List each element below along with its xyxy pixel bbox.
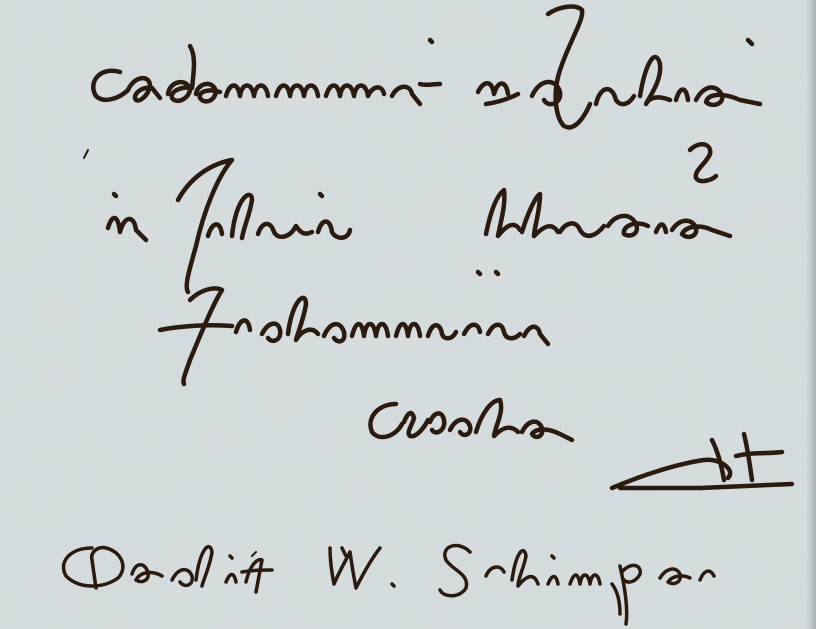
label-text-line-1 (86, 40, 458, 80)
paper-edge-shadow (806, 0, 816, 629)
label-text-line-4 (360, 395, 499, 435)
label-text-line-2 (86, 180, 414, 220)
label-text-line-3 (150, 300, 392, 340)
label-text-line-5 (60, 535, 437, 575)
